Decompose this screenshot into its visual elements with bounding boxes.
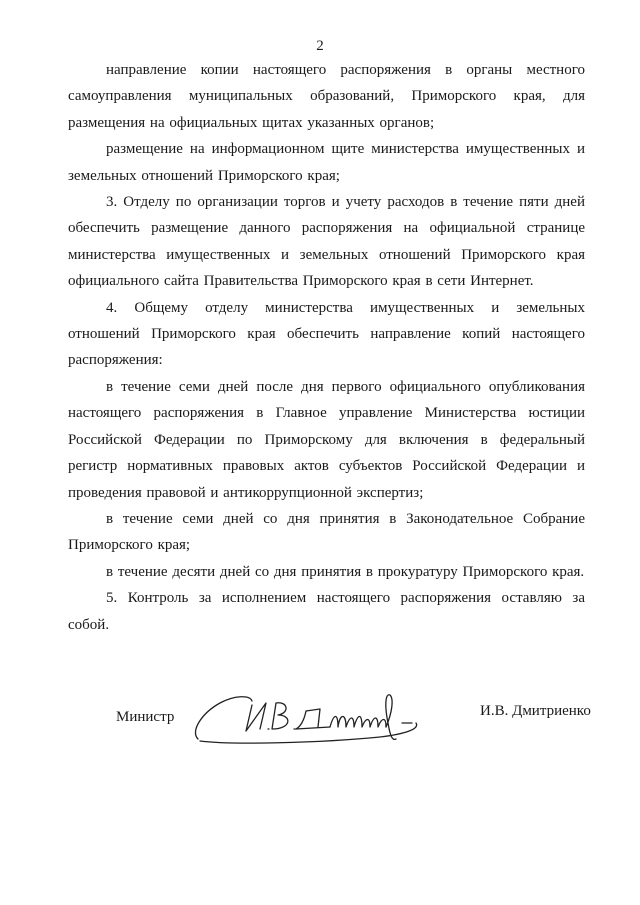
paragraph: направление копии настоящего распоряжения в органы местного самоуправления муниципальных образований, Приморского края, для размещения на официальных щитах указанных органов; [68, 62, 585, 131]
signatory-title: Министр [116, 709, 175, 725]
handwritten-signature [180, 683, 440, 753]
signatory-name: И.В. Дмитриенко [480, 703, 591, 719]
signature-block [0, 683, 640, 753]
document-body [68, 57, 585, 638]
paragraph: в течение семи дней после дня первого официального опубликования настоящего распоряжения в Главное управление Министерства юстиции Российской Федерации по Приморскому для включения в федеральный регистр нормативных правовых актов субъектов Российской Федерации и проведения правовой и антикоррупционной экспертиз; [68, 378, 585, 501]
paragraph: 5. Контроль за исполнением настоящего распоряжения оставляю за собой. [68, 590, 585, 633]
paragraph: размещение на информационном щите министерства имущественных и земельных отношений Приморского края; [68, 141, 585, 184]
paragraph: в течение семи дней со дня принятия в Законодательное Собрание Приморского края; [68, 510, 585, 554]
paragraph: в течение десяти дней со дня принятия в прокуратуру Приморского края. [106, 563, 585, 580]
page-number: 2 [316, 38, 324, 54]
paragraph: 3. Отделу по организации торгов и учету расходов в течение пяти дней обеспечить размещение данного распоряжения на официальной странице министерства имущественных и земельных отношений Приморского края официального сайта Правительства Приморского края в сети Интернет. [68, 194, 585, 290]
paragraph: 4. Общему отделу министерства имущественных и земельных отношений Приморского края обеспечить направление копий настоящего распоряжения: [68, 299, 585, 369]
